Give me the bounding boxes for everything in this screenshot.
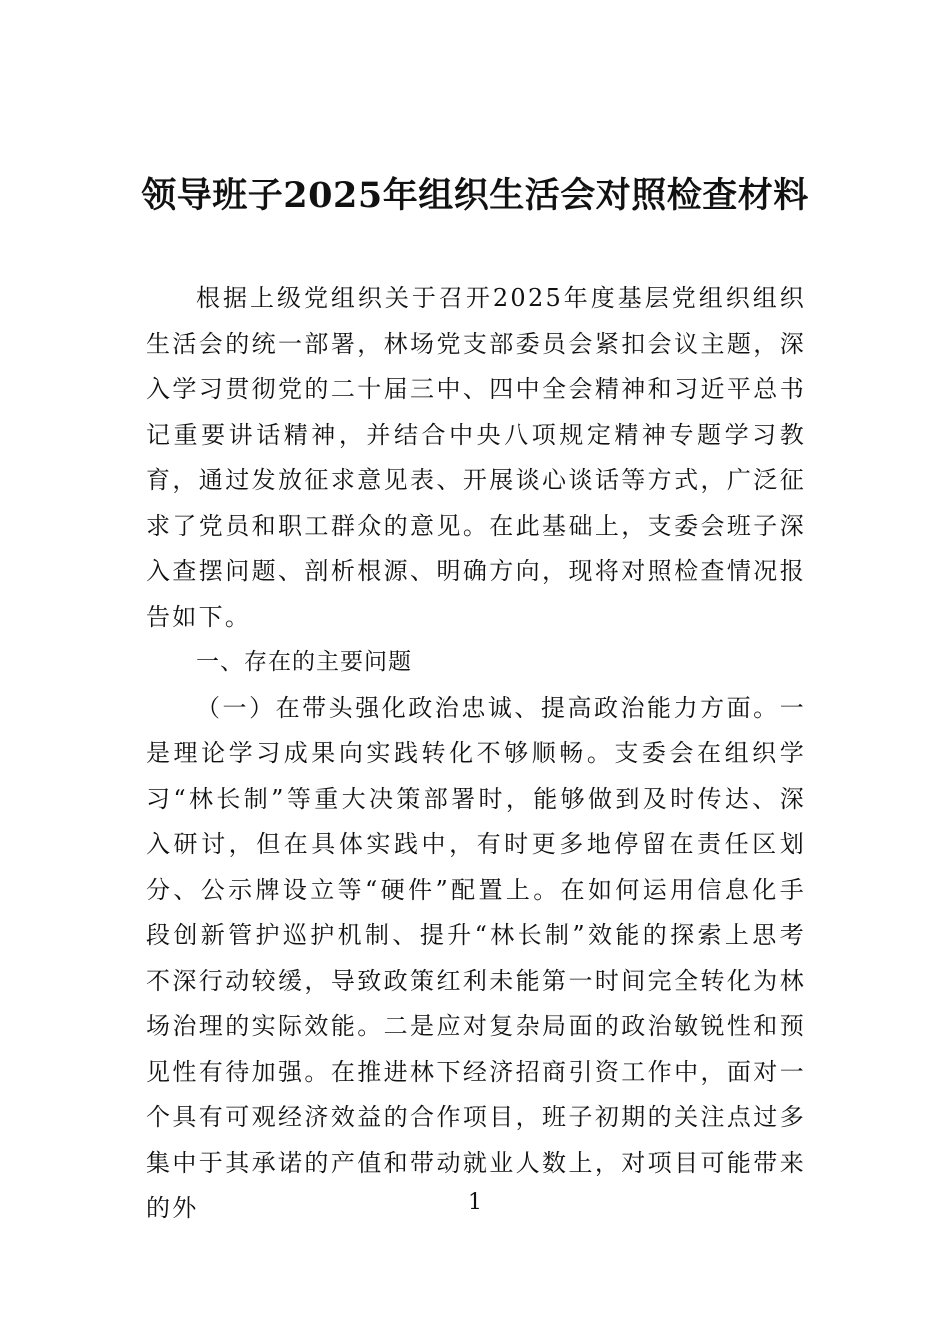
intro-paragraph: 根据上级党组织关于召开2025年度基层党组织组织生活会的统一部署，林场党支部委员会紧扣会议主题，深入学习贯彻党的二十届三中、四中全会精神和习近平总书记重要讲话精神，并结合中央八项规定精神专题学习教育，通过发放征求意见表、开展谈心谈话等方式，广泛征求了党员和职工群众的意见。在此基础上，支委会班子深入查摆问题、剖析根源、明确方向，现将对照检查情况报告如下。 <box>146 284 806 631</box>
document-body <box>146 276 806 1232</box>
section-paragraph: （一）在带头强化政治忠诚、提高政治能力方面。一是理论学习成果向实践转化不够顺畅。支委会在组织学习“林长制”等重大决策部署时，能够做到及时传达、深入研讨，但在具体实践中，有时更多地停留在责任区划分、公示牌设立等“硬件”配置上。在如何运用信息化手段创新管护巡护机制、提升“林长制”效能的探索上思考不深行动较缓，导致政策红利未能第一时间完全转化为林场治理的实际效能。二是应对复杂局面的政治敏锐性和预见性有待加强。在推进林下经济招商引资工作中，面对一个具有可观经济效益的合作项目，班子初期的关注点过多集中于其承诺的产值和带动就业人数上，对项目可能带来的外 <box>146 693 806 1222</box>
page-number: 1 <box>468 1190 482 1215</box>
document-title: 领导班子2025年组织生活会对照检查材料 <box>141 175 809 216</box>
section-heading: 一、存在的主要问题 <box>196 649 412 675</box>
